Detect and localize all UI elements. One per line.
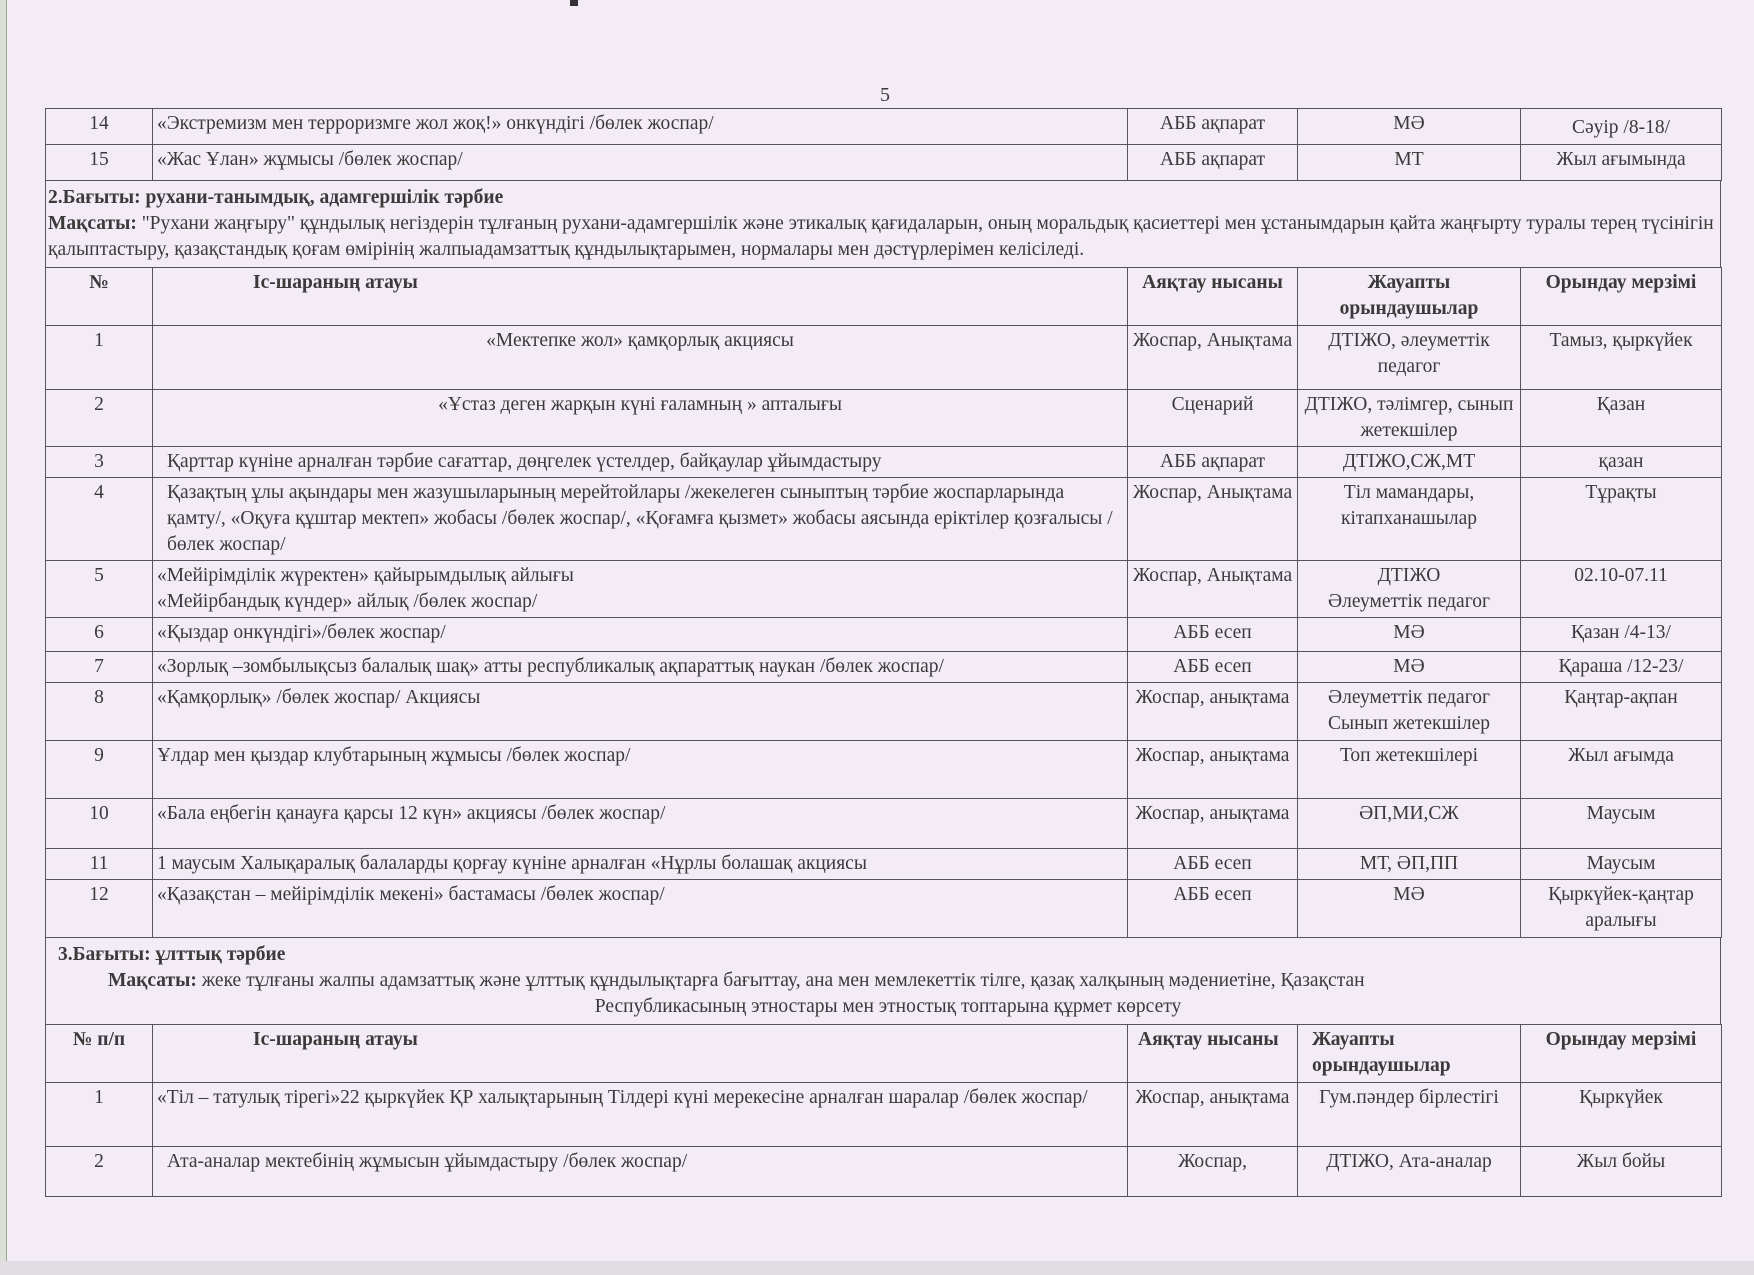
row-responsible: Гум.пәндер бірлестігі [1298,1083,1521,1147]
row-responsible: МӘ [1298,109,1521,145]
row-activity-name: «Зорлық –зомбылықсыз балалық шақ» атты республикалық ақпараттық наукан /бөлек жоспар/ [153,652,1128,683]
row-term: Қыркүйек [1521,1083,1722,1147]
table-row [46,561,1722,618]
goal-label: Мақсаты: [108,970,197,991]
row-activity-name: «Жас Ұлан» жұмысы /бөлек жоспар/ [153,145,1128,181]
row-activity-name: Ата-аналар мектебінің жұмысын ұйымдастыру /бөлек жоспар/ [153,1147,1128,1197]
row-responsible: Топ жетекшілері [1298,741,1521,799]
scan-left-edge [0,0,7,1275]
table-row [46,109,1722,145]
goal-text-line-1: жеке тұлғаны жалпы адамзаттық және ұлттық құндылықтарға бағыттау, ана мен мемлекеттік тілге, қазақ халқының мәдениетіне, Қазақстан [196,970,1365,991]
row-completion-form: Жоспар, [1128,1147,1298,1197]
section-2-rows [46,326,1722,938]
section-3-rows [46,1083,1722,1197]
row-responsible: МТ [1298,145,1521,181]
row-responsible: ӘП,МИ,СЖ [1298,799,1521,849]
document-body [45,108,1721,1197]
header-activity-name: Іс-шараның атауы [153,1025,1128,1083]
row-activity-name: «Тіл – татулық тірегі»22 қыркүйек ҚР халықтарының Тілдері күні мерекесіне арналған шаралар /бөлек жоспар/ [153,1083,1128,1147]
row-number: 7 [46,652,153,683]
row-number: 15 [46,145,153,181]
row-responsible: МӘ [1298,880,1521,938]
row-term: 02.10-07.11 [1521,561,1722,618]
row-responsible: ДТІЖО, тәлімгер, сынып жетекшілер [1298,390,1521,447]
section-3-goal [58,968,1718,994]
row-completion-form: Жоспар, анықтама [1128,741,1298,799]
section-3-header [45,938,1721,1024]
row-responsible: Әлеуметтік педагог Сынып жетекшілер [1298,683,1521,741]
header-term: Орындау мерзімі [1521,1025,1722,1083]
goal-text-line-2: Республикасының этностары мен этностық топтарына құрмет көрсету [594,996,1182,1017]
header-term: Орындау мерзімі [1521,268,1722,326]
row-number: 11 [46,849,153,880]
row-term: Жыл бойы [1521,1147,1722,1197]
goal-label: Мақсаты: [48,213,137,234]
table-row [46,683,1722,741]
section-2-table [45,267,1722,938]
header-activity-name: Іс-шараның атауы [153,268,1128,326]
row-number: 5 [46,561,153,618]
row-completion-form: АББ есеп [1128,880,1298,938]
row-completion-form: АББ есеп [1128,652,1298,683]
row-term: қазан [1521,447,1722,478]
row-responsible: МТ, ӘП,ПП [1298,849,1521,880]
row-activity-name: Ұлдар мен қыздар клубтарының жұмысы /бөлек жоспар/ [153,741,1128,799]
row-number: 1 [46,1083,153,1147]
row-completion-form: АББ ақпарат [1128,447,1298,478]
row-responsible: ДТІЖО Әлеуметтік педагог [1298,561,1521,618]
row-number: 2 [46,390,153,447]
row-number: 9 [46,741,153,799]
row-completion-form: АББ есеп [1128,618,1298,652]
row-completion-form: АББ есеп [1128,849,1298,880]
row-term: Жыл ағымында [1521,145,1722,181]
table-row [46,618,1722,652]
row-activity-name: «Мейірімділік жүректен» қайырымдылық айлығы «Мейірбандық күндер» айлық /бөлек жоспар/ [153,561,1128,618]
table-row [46,1147,1722,1197]
row-term: Қаңтар-ақпан [1521,683,1722,741]
row-number: 3 [46,447,153,478]
row-activity-name: 1 маусым Халықаралық балаларды қорғау күніне арналған «Нұрлы болашақ акциясы [153,849,1128,880]
table-row [46,741,1722,799]
row-completion-form: Жоспар, анықтама [1128,683,1298,741]
row-responsible: ДТІЖО,СЖ,МТ [1298,447,1521,478]
row-number: 14 [46,109,153,145]
row-responsible: ДТІЖО, Ата-аналар [1298,1147,1521,1197]
row-activity-name: «Экстремизм мен терроризмге жол жоқ!» онкүндігі /бөлек жоспар/ [153,109,1128,145]
goal-text: "Рухани жаңғыру" құндылық негіздерін тұлғаның рухани-адамгершілік және этикалық қағидаларын, оның моральдық қасиеттері мен ұстанымдарын қайта жаңғырту туралы терең түсінігін қалыптастыру, қазақстандық қоғам өмірінің жалпыадамзаттық құндылықтарымен, нормалары мен дәстүрлерімен келісіледі. [48,213,1714,260]
row-number: 12 [46,880,153,938]
section-3-title: 3.Бағыты: ұлттық тәрбие [58,944,286,965]
section-2-title: 2.Бағыты: рухани-танымдық, адамгершілік тәрбие [48,187,504,208]
row-term: Маусым [1521,799,1722,849]
row-responsible: Тіл мамандары, кітапханашылар [1298,478,1521,561]
row-responsible: МӘ [1298,618,1521,652]
top-table [45,108,1722,181]
row-activity-name: «Бала еңбегін қанауға қарсы 12 күн» акциясы /бөлек жоспар/ [153,799,1128,849]
row-activity-name: «Ұстаз деген жарқын күні ғаламның » апталығы [153,390,1128,447]
row-number: 2 [46,1147,153,1197]
table-row [46,478,1722,561]
row-term: Тұрақты [1521,478,1722,561]
table-row [46,849,1722,880]
row-term: Маусым [1521,849,1722,880]
section-3-table [45,1024,1722,1197]
row-number: 8 [46,683,153,741]
scan-mark [570,0,578,6]
table-row [46,390,1722,447]
row-completion-form: Сценарий [1128,390,1298,447]
scan-bottom-edge [0,1261,1754,1275]
table-row [46,447,1722,478]
row-term: Қыркүйек-қаңтар аралығы [1521,880,1722,938]
page-number: 5 [880,84,890,106]
row-term: Қазан [1521,390,1722,447]
row-activity-name: «Мектепке жол» қамқорлық акциясы [153,326,1128,390]
row-activity-name: Қарттар күніне арналған тәрбие сағаттар, дөңгелек үстелдер, байқаулар ұйымдастыру [153,447,1128,478]
row-responsible: МӘ [1298,652,1521,683]
row-term: Жыл ағымда [1521,741,1722,799]
row-completion-form: АББ ақпарат [1128,109,1298,145]
row-activity-name: Қазақтың ұлы ақындары мен жазушыларының мерейтойлары /жекелеген сыныптың тәрбие жоспарларында қамту/, «Оқуға құштар мектеп» жобасы /бөлек жоспар/, «Қоғамға қызмет» жобасы аясында еріктілер қозғалысы /бөлек жоспар/ [153,478,1128,561]
row-number: 10 [46,799,153,849]
row-completion-form: Жоспар, Анықтама [1128,561,1298,618]
row-completion-form: Жоспар, Анықтама [1128,326,1298,390]
table-row [46,326,1722,390]
section-2-header [45,181,1721,267]
row-completion-form: Жоспар, анықтама [1128,1083,1298,1147]
table-row [46,880,1722,938]
header-completion-form: Аяқтау нысаны [1128,1025,1298,1083]
header-number: № [46,268,153,326]
row-term: Сәуір /8-18/ [1521,109,1722,145]
row-activity-name: «Қамқорлық» /бөлек жоспар/ Акциясы [153,683,1128,741]
header-number: № п/п [46,1025,153,1083]
table-header-row [46,1025,1722,1083]
table-row [46,145,1722,181]
header-responsible: Жауапты орындаушылар [1298,1025,1521,1083]
row-number: 1 [46,326,153,390]
table-header-row [46,268,1722,326]
row-number: 6 [46,618,153,652]
table-row [46,799,1722,849]
header-completion-form: Аяқтау нысаны [1128,268,1298,326]
row-term: Қараша /12-23/ [1521,652,1722,683]
row-completion-form: АББ ақпарат [1128,145,1298,181]
section-2-goal [48,211,1718,263]
row-term: Тамыз, қыркүйек [1521,326,1722,390]
row-activity-name: «Қыздар онкүндігі»/бөлек жоспар/ [153,618,1128,652]
header-responsible: Жауапты орындаушылар [1298,268,1521,326]
row-number: 4 [46,478,153,561]
row-completion-form: Жоспар, анықтама [1128,799,1298,849]
row-term: Қазан /4-13/ [1521,618,1722,652]
table-row [46,652,1722,683]
row-completion-form: Жоспар, Анықтама [1128,478,1298,561]
row-activity-name: «Қазақстан – мейірімділік мекені» бастамасы /бөлек жоспар/ [153,880,1128,938]
table-row [46,1083,1722,1147]
row-responsible: ДТІЖО, әлеуметтік педагог [1298,326,1521,390]
